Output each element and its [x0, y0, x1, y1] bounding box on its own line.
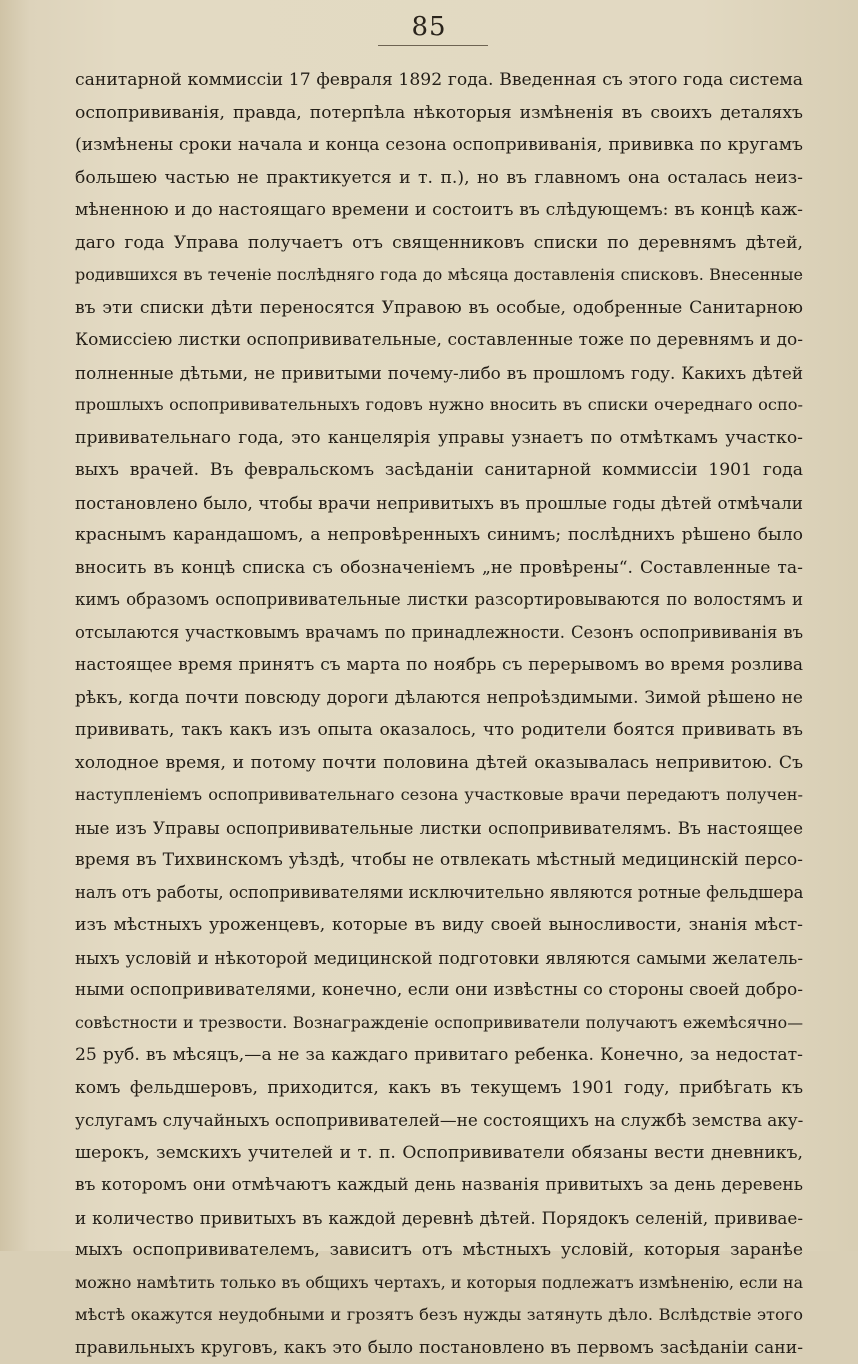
body-text [75, 64, 803, 1364]
text-line: совѣстности и трезвости. Вознагражденіе оспопрививатели получаютъ ежемѣсячно— [75, 1007, 803, 1040]
text-line: краснымъ карандашомъ, а непровѣренныхъ синимъ; послѣднихъ рѣшено было [75, 519, 803, 552]
text-line: прививательнаго года, это канцелярія управы узнаетъ по отмѣткамъ участко- [75, 422, 803, 455]
text-line: Комиссіею листки оспопрививательные, составленные тоже по деревнямъ и до- [75, 324, 803, 357]
text-line: выхъ врачей. Въ февральскомъ засѣданіи санитарной коммиссіи 1901 года [75, 454, 803, 487]
text-line: и количество привитыхъ въ каждой деревнѣ дѣтей. Порядокъ селеній, прививае- [75, 1202, 803, 1235]
page-number: 85 [0, 12, 858, 42]
text-line: услугамъ случайныхъ оспопрививателей—не состоящихъ на службѣ земства аку- [75, 1104, 803, 1137]
text-line: можно намѣтить только въ общихъ чертахъ, и которыя подлежатъ измѣненію, если на [75, 1267, 803, 1300]
text-line: санитарной коммиссіи 17 февраля 1892 года. Введенная съ этого года система [75, 64, 803, 97]
text-line: мѣстѣ окажутся неудобными и грозятъ безъ нужды затянуть дѣло. Вслѣдствіе этого [75, 1299, 803, 1332]
text-line: вносить въ концѣ списка съ обозначеніемъ „не провѣрены“. Составленные та- [75, 552, 803, 585]
text-line: оспопрививанія, правда, потерпѣла нѣкоторыя измѣненія въ своихъ деталяхъ [75, 97, 803, 130]
text-line: ныхъ условій и нѣкоторой медицинской подготовки являются самыми желатель- [75, 942, 803, 975]
text-line: постановлено было, чтобы врачи непривитыхъ въ прошлые годы дѣтей отмѣчали [75, 487, 803, 520]
text-line: настоящее время принятъ съ марта по ноябрь съ перерывомъ во время розлива [75, 649, 803, 682]
text-line: кимъ образомъ оспопрививательные листки разсортировываются по волостямъ и [75, 584, 803, 617]
header-rule [378, 45, 488, 46]
text-line: прививать, такъ какъ изъ опыта оказалось, что родители боятся прививать въ [75, 714, 803, 747]
text-line: время въ Тихвинскомъ уѣздѣ, чтобы не отвлекать мѣстный медицинскій персо- [75, 844, 803, 877]
text-line: ные изъ Управы оспопрививательные листки оспопрививателямъ. Въ настоящее [75, 812, 803, 845]
text-line: наступленіемъ оспопрививательнаго сезона участковые врачи передаютъ получен- [75, 779, 803, 812]
text-line: въ эти списки дѣти переносятся Управою въ особые, одобренные Санитарною [75, 292, 803, 325]
text-line: (измѣнены сроки начала и конца сезона оспопрививанія, прививка по кругамъ [75, 129, 803, 162]
text-line: правильныхъ круговъ, какъ это было постановлено въ первомъ засѣданіи сани- [75, 1332, 803, 1364]
text-line: даго года Управа получаетъ отъ священниковъ списки по деревнямъ дѣтей, [75, 227, 803, 260]
text-line: шерокъ, земскихъ учителей и т. п. Оспопрививатели обязаны вести дневникъ, [75, 1137, 803, 1170]
text-line: большею частью не практикуется и т. п.), но въ главномъ она осталась неиз- [75, 162, 803, 195]
text-line: рѣкъ, когда почти повсюду дороги дѣлаются непроѣздимыми. Зимой рѣшено не [75, 682, 803, 715]
text-line: налъ отъ работы, оспопрививателями исключительно являются ротные фельдшера [75, 877, 803, 910]
text-line: мѣненною и до настоящаго времени и состоитъ въ слѣдующемъ: въ концѣ каж- [75, 194, 803, 227]
text-line: полненные дѣтьми, не привитыми почему-либо въ прошломъ году. Какихъ дѣтей [75, 357, 803, 390]
text-line: изъ мѣстныхъ уроженцевъ, которые въ виду своей выносливости, знанія мѣст- [75, 909, 803, 942]
text-line: родившихся въ теченіе послѣдняго года до мѣсяца доставленія списковъ. Внесенные [75, 259, 803, 292]
text-line: холодное время, и потому почти половина дѣтей оказывалась непривитою. Съ [75, 747, 803, 780]
text-line: 25 руб. въ мѣсяцъ,—а не за каждаго привитаго ребенка. Конечно, за недостат- [75, 1039, 803, 1072]
text-line: мыхъ оспопрививателемъ, зависитъ отъ мѣстныхъ условій, которыя заранѣе [75, 1234, 803, 1267]
text-line: комъ фельдшеровъ, приходится, какъ въ текущемъ 1901 году, прибѣгать къ [75, 1072, 803, 1105]
text-line: отсылаются участковымъ врачамъ по принадлежности. Сезонъ оспопрививанія въ [75, 617, 803, 650]
text-line: прошлыхъ оспопрививательныхъ годовъ нужно вносить въ списки очереднаго оспо- [75, 389, 803, 422]
text-line: въ которомъ они отмѣчаютъ каждый день названія привитыхъ за день деревень [75, 1169, 803, 1202]
text-line: ными оспопрививателями, конечно, если они извѣстны со стороны своей добро- [75, 974, 803, 1007]
